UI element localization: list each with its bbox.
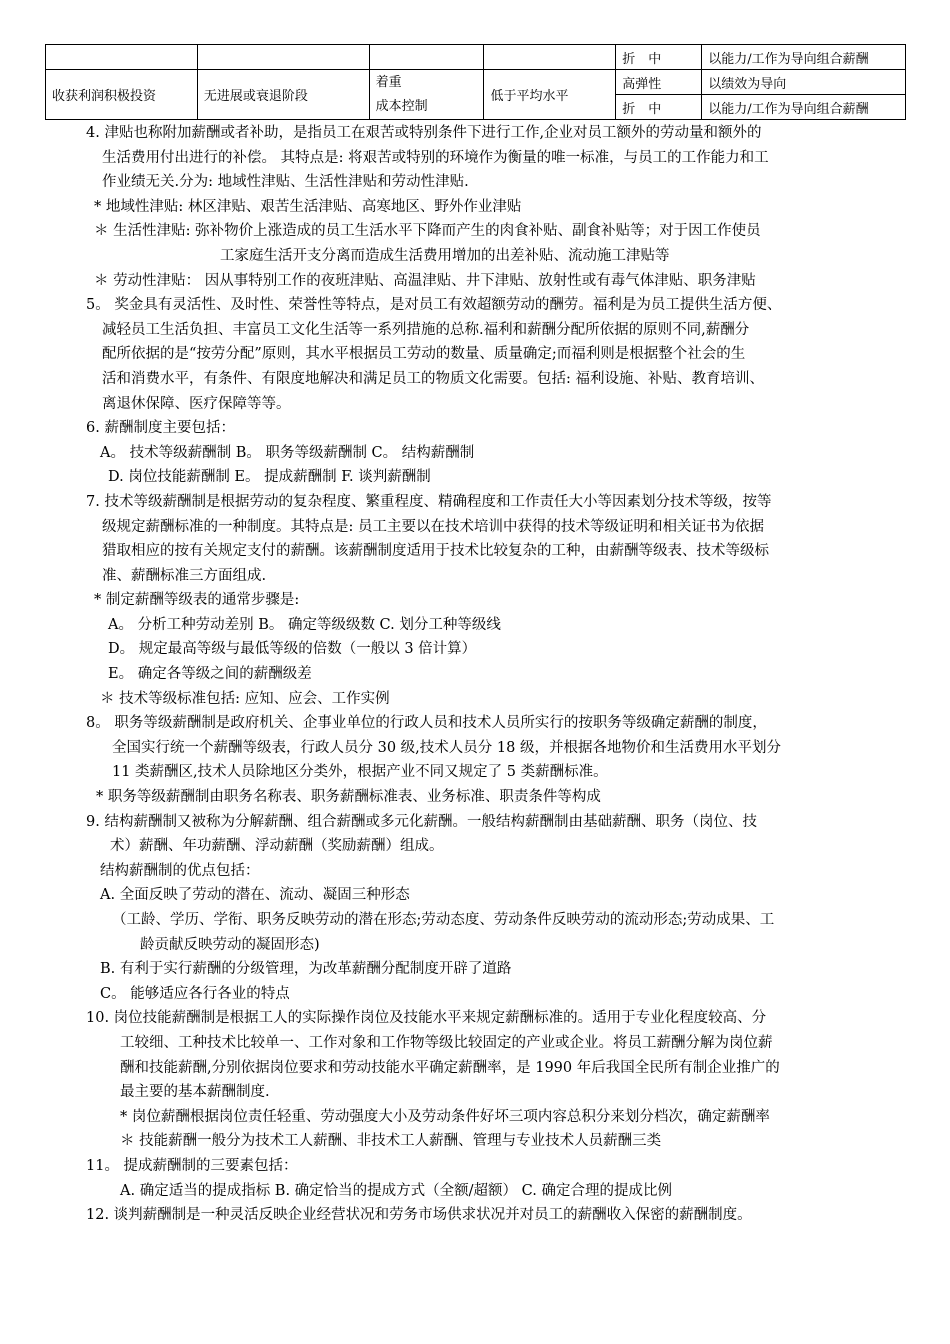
text-line: 活和消费水平，有条件、有限度地解决和满足员工的物质文化需要。包括: 福利设施、补贴、教育培训、	[102, 370, 764, 387]
text-line: 7. 技术等级薪酬制是根据劳动的复杂程度、繁重程度、精确程度和工作责任大小等因素划分技术等级，按等	[86, 493, 772, 510]
text-line: 10. 岗位技能薪酬制是根据工人的实际操作岗位及技能水平来规定薪酬标准的。适用于专业化程度较高、分	[86, 1010, 767, 1027]
text-line: E。 确定各等级之间的薪酬级差	[108, 666, 312, 683]
text-line: D。 规定最高等级与最低等级的倍数（一般以 3 倍计算）	[108, 641, 477, 658]
text-line: 11 类薪酬区,技术人员除地区分类外，根据产业不同又规定了 5 类薪酬标准。	[112, 764, 608, 781]
text-line: ＊ 劳动性津贴： 因从事特别工作的夜班津贴、高温津贴、井下津贴、放射性或有毒气体津贴、职务津贴	[94, 272, 756, 289]
text-line: 最主要的基本薪酬制度.	[120, 1084, 270, 1101]
text-line: A。 分析工种劳动差别 B。 确定等级级数 C. 划分工种等级线	[108, 616, 501, 633]
text-line: 龄贡献反映劳动的凝固形态)	[140, 936, 320, 953]
text-line: 全国实行统一个薪酬等级表，行政人员分 30 级,技术人员分 18 级，并根据各地物价和生活费用水平划分	[112, 739, 781, 756]
text-line: 生活费用付出进行的补偿。 其特点是: 将艰苦或特别的环境作为衡量的唯一标准，与员工的工作能力和工	[102, 149, 769, 166]
text-line: * 岗位薪酬根据岗位责任轻重、劳动强度大小及劳动条件好坏三项内容总积分来划分档次，确定薪酬率	[120, 1108, 770, 1125]
text-line: ＊ 技能薪酬一般分为技术工人薪酬、非技术工人薪酬、管理与专业技术人员薪酬三类	[120, 1133, 662, 1150]
text-line: 减轻员工生活负担、丰富员工文化生活等一系列措施的总称.福利和薪酬分配所依据的原则不同,薪酬分	[102, 321, 750, 338]
text-line: 酬和技能薪酬,分别依据岗位要求和劳动技能水平确定薪酬率，是 1990 年后我国全民所有制企业推广的	[120, 1059, 780, 1076]
table-cell: 折 中	[616, 95, 702, 120]
text-line: C。 能够适应各行各业的特点	[100, 985, 290, 1002]
text-line: 结构薪酬制的优点包括：	[100, 862, 260, 879]
text-line: B. 有利于实行薪酬的分级管理，为改革薪酬分配制度开辟了道路	[100, 961, 512, 978]
table-cell-text: 着重	[375, 74, 402, 90]
text-line: ＊ 生活性津贴: 弥补物价上涨造成的员工生活水平下降而产生的肉食补贴、副食补贴等；对于因工作使员	[94, 223, 761, 240]
text-line: 4. 津贴也称附加薪酬或者补助，是指员工在艰苦或特别条件下进行工作,企业对员工额外的劳动量和额外的	[86, 125, 762, 141]
table-cell: 收获利润积极投资	[46, 70, 198, 120]
text-line: 11。 提成薪酬制的三要素包括：	[86, 1157, 298, 1174]
text-line: 8。 职务等级薪酬制是政府机关、企事业单位的行政人员和技术人员所实行的按职务等级确定薪酬的制度，	[86, 715, 767, 732]
table-cell: 以能力/工作为导向组合薪酬	[702, 95, 906, 120]
text-line: 工家庭生活开支分离而造成生活费用增加的出差补贴、流动施工津贴等	[220, 247, 670, 264]
text-line: A. 确定适当的提成指标 B. 确定恰当的提成方式（全额/超额） C. 确定合理的提成比例	[120, 1182, 672, 1199]
text-line: 5。 奖金具有灵活性、及时性、荣誉性等特点，是对员工有效超额劳动的酬劳。福利是为员工提供生活方便、	[86, 297, 782, 314]
text-line: D. 岗位技能薪酬制 E。 提成薪酬制 F. 谈判薪酬制	[108, 469, 431, 486]
text-line: 猎取相应的按有关规定支付的薪酬。该薪酬制度适用于技术比较复杂的工种，由薪酬等级表、技术等级标	[102, 543, 769, 560]
table-cell: 低于平均水平	[484, 70, 616, 120]
table-cell: 以能力/工作为导向组合薪酬	[702, 45, 906, 70]
table-cell: 折 中	[616, 45, 702, 70]
table-cell-text: 成本控制	[375, 98, 428, 114]
document-body	[86, 121, 886, 1228]
compensation-strategy-table	[45, 44, 906, 120]
table-cell	[197, 45, 369, 70]
table-cell: 以绩效为导向	[702, 70, 906, 95]
text-line: 术）薪酬、年功薪酬、浮动薪酬（奖励薪酬）组成。	[110, 838, 444, 855]
text-line: 级规定薪酬标准的一种制度。其特点是: 员工主要以在技术培训中获得的技术等级证明和相关证书为依据	[102, 518, 764, 535]
text-line: 准、薪酬标准三方面组成.	[102, 567, 267, 584]
table-cell: 高弹性	[616, 70, 702, 95]
text-line: * 职务等级薪酬制由职务名称表、职务薪酬标准表、业务标准、职责条件等构成	[96, 789, 601, 806]
text-line: A。 技术等级薪酬制 B。 职务等级薪酬制 C。 结构薪酬制	[100, 444, 475, 461]
table-row	[46, 45, 906, 70]
text-line: 作业绩无关.分为: 地域性津贴、生活性津贴和劳动性津贴.	[102, 174, 469, 191]
table-cell: 无进展或衰退阶段	[197, 70, 369, 120]
text-line: 6. 薪酬制度主要包括：	[86, 420, 235, 437]
text-line: 工较细、工种技术比较单一、工作对象和工作物等级比较固定的产业或企业。将员工薪酬分解为岗位薪	[120, 1034, 773, 1051]
text-line: 9. 结构薪酬制又被称为分解薪酬、组合薪酬或多元化薪酬。一般结构薪酬制由基础薪酬、职务（岗位、技	[86, 813, 757, 830]
table-cell	[369, 45, 484, 70]
text-line: * 制定薪酬等级表的通常步骤是:	[94, 592, 300, 609]
text-line: * 地域性津贴: 林区津贴、艰苦生活津贴、高寒地区、野外作业津贴	[94, 198, 522, 215]
text-line: 配所依据的是“按劳分配”原则，其水平根据员工劳动的数量、质量确定;而福利则是根据整个社会的生	[102, 346, 746, 363]
table-cell	[46, 45, 198, 70]
text-line: ＊ 技术等级标准包括: 应知、应会、工作实例	[100, 690, 390, 707]
text-line: 12. 谈判薪酬制是一种灵活反映企业经营状况和劳务市场供求状况并对员工的薪酬收入保密的薪酬制度。	[86, 1207, 752, 1224]
table-row	[46, 70, 906, 95]
text-line: 离退休保障、医疗保障等等。	[102, 395, 291, 412]
table-cell	[484, 45, 616, 70]
table-cell	[369, 70, 484, 120]
text-line: A. 全面反映了劳动的潜在、流动、凝固三种形态	[100, 887, 410, 904]
text-line: （工龄、学历、学衔、职务反映劳动的潜在形态;劳动态度、劳动条件反映劳动的流动形态;劳动成果、工	[112, 912, 775, 928]
